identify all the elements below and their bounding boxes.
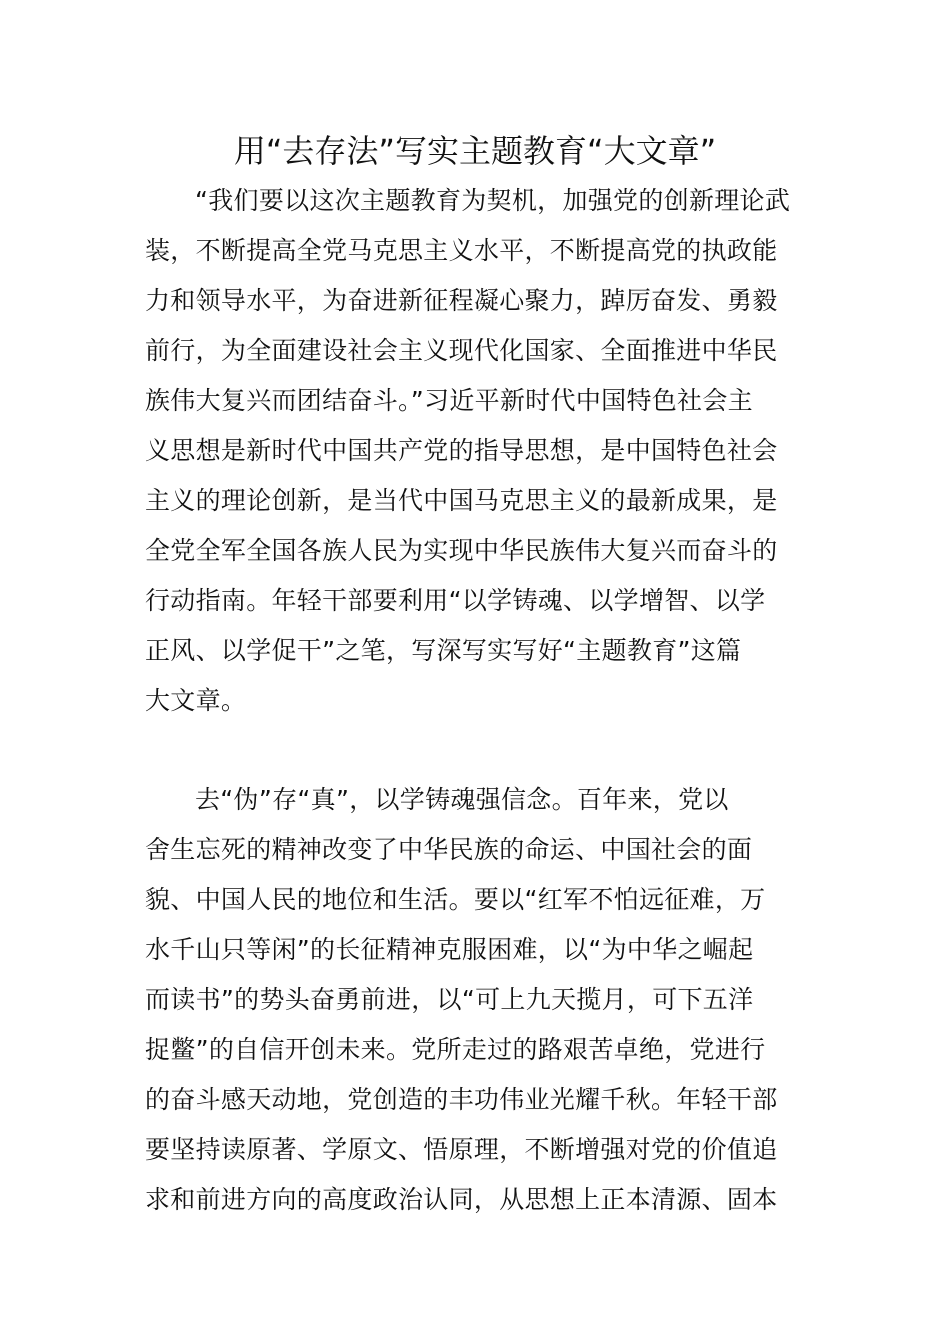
paragraph-line: 要坚持读原著、学原文、悟原理，不断增强对党的价值追 — [145, 1135, 778, 1164]
paragraph-line: 的奋斗感天动地，党创造的丰功伟业光耀千秋。年轻干部 — [145, 1085, 778, 1114]
paragraph-line: 而读书”的势头奋勇前进，以“可上九天揽月，可下五洋 — [145, 985, 754, 1014]
paragraph-line: 求和前进方向的高度政治认同，从思想上正本清源、固本 — [145, 1185, 778, 1214]
paragraph-line: 全党全军全国各族人民为实现中华民族伟大复兴而奋斗的 — [145, 536, 778, 565]
paragraph-line: 貌、中国人民的地位和生活。要以“红军不怕远征难，万 — [145, 885, 766, 914]
paragraph-line: 去“伪”存“真”，以学铸魂强信念。百年来，党以 — [195, 785, 729, 814]
paragraph-line: 义思想是新时代中国共产党的指导思想，是中国特色社会 — [145, 436, 778, 465]
paragraph-line: 正风、以学促干”之笔，写深写实写好“主题教育”这篇 — [145, 636, 742, 665]
paragraph-line: “我们要以这次主题教育为契机，加强党的创新理论武 — [195, 186, 791, 215]
paragraph-line: 装，不断提高全党马克思主义水平，不断提高党的执政能 — [145, 236, 778, 265]
paragraph-line: 大文章。 — [145, 686, 247, 715]
paragraph-line: 力和领导水平，为奋进新征程凝心聚力，踔厉奋发、勇毅 — [145, 286, 778, 315]
paragraph-line: 族伟大复兴而团结奋斗。”习近平新时代中国特色社会主 — [145, 386, 753, 415]
paragraph-line: 水千山只等闲”的长征精神克服困难，以“为中华之崛起 — [145, 935, 754, 964]
paragraph-line: 舍生忘死的精神改变了中华民族的命运、中国社会的面 — [145, 835, 753, 864]
paragraph-line: 主义的理论创新，是当代中国马克思主义的最新成果，是 — [145, 486, 778, 515]
document-title: 用“去存法”写实主题教育“大文章” — [233, 132, 717, 170]
paragraph-line: 前行，为全面建设社会主义现代化国家、全面推进中华民 — [145, 336, 778, 365]
paragraph-line: 行动指南。年轻干部要利用“以学铸魂、以学增智、以学 — [145, 586, 766, 615]
paragraph-line: 捉鳖”的自信开创未来。党所走过的路艰苦卓绝，党进行 — [145, 1035, 766, 1064]
